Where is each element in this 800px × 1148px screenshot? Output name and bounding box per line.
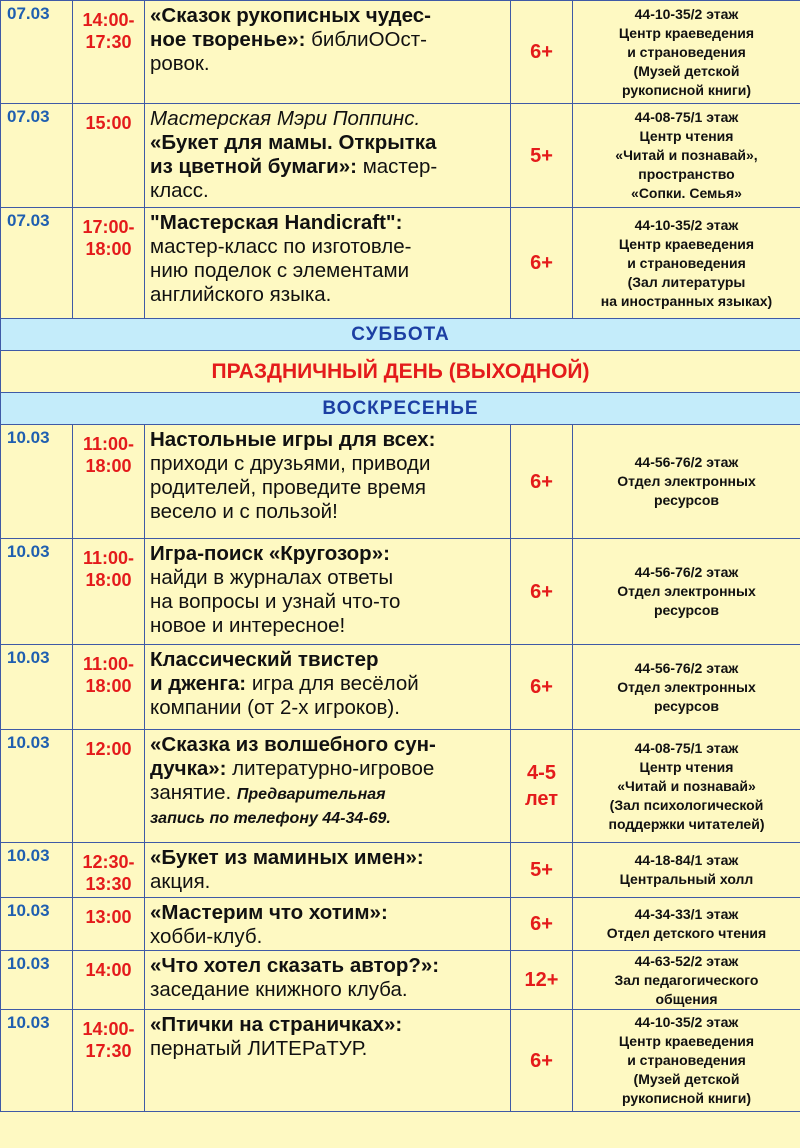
description-line (150, 954, 506, 978)
age-rating (511, 730, 573, 843)
location-line: рукописной книги) (621, 81, 752, 98)
event-time-line: 11:00- (82, 654, 135, 674)
location-line: Отдел детского чтения (606, 925, 767, 941)
registration-note: запись по телефону 44-34-69. (150, 810, 391, 827)
location-line: (Зал психологической (609, 796, 764, 813)
location-line: Центральный холл (619, 871, 754, 887)
description-line (150, 542, 506, 566)
location-line: рукописной книги) (621, 1090, 752, 1106)
location-line: Центр чтения (639, 758, 734, 775)
age-rating (511, 425, 573, 539)
event-date: 10.03 (1, 645, 73, 730)
event-title: дучка»: (150, 757, 233, 780)
event-time-line: 18:00 (85, 456, 132, 476)
event-location (573, 951, 800, 1010)
description-line (150, 870, 506, 894)
location-line: ресурсов (653, 492, 720, 508)
location-line: 44-10-35/2 этаж (634, 1014, 739, 1030)
saturday-label: СУББОТА (1, 319, 800, 351)
description-text: занятие. (150, 781, 237, 804)
registration-note: Предварительная (236, 786, 386, 803)
age-rating-line: 6+ (530, 470, 553, 493)
description-text: компании (от 2-х игроков). (150, 696, 400, 719)
description-text: найди в журналах ответы (150, 566, 394, 589)
location-line: «Читай и познавай», (615, 147, 758, 163)
description-line (150, 107, 506, 131)
location-line: и страноведения (627, 1052, 746, 1068)
location-line: (Зал литературы (627, 273, 746, 290)
description-text: нию поделок с элементами (150, 259, 410, 282)
location-line: 44-10-35/2 этаж (634, 5, 739, 22)
location-line: 44-08-75/1 этаж (634, 739, 739, 756)
event-description (145, 951, 511, 1010)
age-rating-line: 6+ (530, 580, 553, 603)
description-line (150, 648, 506, 672)
event-time-line: 14:00- (82, 10, 135, 30)
event-time-line: 13:30 (85, 874, 132, 894)
event-description (145, 1, 511, 104)
description-line (150, 614, 506, 638)
day-banner-saturday (1, 319, 800, 351)
description-text: весело и с пользой! (150, 500, 338, 523)
description-line (150, 452, 506, 476)
event-location (573, 208, 800, 319)
schedule-body (1, 1, 800, 1112)
description-line (150, 781, 506, 805)
event-date: 10.03 (1, 843, 73, 898)
description-line (150, 696, 506, 720)
description-line (150, 28, 506, 52)
event-date: 10.03 (1, 730, 73, 843)
description-line (150, 901, 506, 925)
event-date: 07.03 (1, 1, 73, 104)
age-rating (511, 898, 573, 951)
event-series: Мастерская Мэри Поппинс. (150, 107, 421, 130)
description-text: приходи с друзьями, приводи (150, 452, 431, 475)
event-title: Игра-поиск «Кругозор»: (150, 542, 390, 565)
description-text: литературно-игровое (232, 757, 435, 780)
age-rating (511, 104, 573, 208)
description-line (150, 155, 506, 179)
event-date: 10.03 (1, 539, 73, 645)
age-rating (511, 951, 573, 1010)
event-title: «Букет для мамы. Открытка (150, 131, 437, 154)
event-time (73, 1010, 145, 1112)
description-line (150, 259, 506, 283)
event-description (145, 645, 511, 730)
event-title: "Мастерская Handicraft": (150, 211, 403, 234)
location-line: ресурсов (653, 697, 720, 714)
age-rating (511, 208, 573, 319)
description-line (150, 566, 506, 590)
event-time (73, 898, 145, 951)
event-time (73, 730, 145, 843)
description-text: библиООст- (311, 28, 427, 51)
location-line: (Музей детской (633, 62, 740, 79)
location-line: Отдел электронных (617, 473, 756, 489)
event-time-line: 14:00- (82, 1019, 135, 1039)
event-description (145, 425, 511, 539)
location-line: 44-34-33/1 этаж (634, 906, 739, 922)
event-title: «Птички на страничках»: (150, 1013, 403, 1036)
event-time (73, 951, 145, 1010)
event-time-line: 18:00 (85, 570, 132, 590)
location-line: Отдел электронных (617, 678, 756, 695)
event-title: Классический твистер (150, 648, 379, 671)
event-time-line: 11:00- (82, 548, 135, 568)
age-rating-line: 4-5 (527, 762, 556, 784)
description-line (150, 211, 506, 235)
location-line: 44-56-76/2 этаж (634, 454, 739, 470)
event-time (73, 425, 145, 539)
event-description (145, 843, 511, 898)
event-title: «Сказка из волшебного сун- (150, 733, 436, 756)
event-row (1, 730, 800, 843)
age-rating (511, 1010, 573, 1112)
event-date: 10.03 (1, 951, 73, 1010)
description-line (150, 500, 506, 524)
age-rating (511, 539, 573, 645)
description-line (150, 4, 506, 28)
event-time-line: 15:00 (85, 113, 132, 133)
location-line: (Музей детской (633, 1071, 740, 1087)
location-line: пространство (638, 166, 735, 182)
description-line (150, 1037, 506, 1061)
event-title: «Сказок рукописных чудес- (150, 4, 431, 27)
event-row (1, 539, 800, 645)
location-line: и страноведения (627, 43, 746, 60)
location-line: Центр краеведения (618, 24, 755, 41)
description-line (150, 235, 506, 259)
location-line: 44-56-76/2 этаж (634, 659, 739, 676)
day-banner-sunday (1, 393, 800, 425)
age-rating-line: лет (524, 788, 559, 810)
age-rating-line: 6+ (530, 1049, 553, 1072)
age-rating-line: 6+ (530, 913, 553, 935)
description-line (150, 733, 506, 757)
location-line: ресурсов (653, 602, 720, 618)
age-rating (511, 1, 573, 104)
event-description (145, 730, 511, 843)
event-time (73, 843, 145, 898)
location-line: Центр чтения (639, 128, 734, 144)
age-rating-line: 6+ (530, 676, 553, 698)
description-text: хобби-клуб. (150, 925, 263, 948)
location-line: и страноведения (627, 254, 746, 271)
description-line (150, 476, 506, 500)
event-description (145, 104, 511, 208)
event-time-line: 13:00 (85, 907, 132, 927)
location-line: 44-08-75/1 этаж (634, 109, 739, 125)
event-date: 07.03 (1, 104, 73, 208)
description-text: новое и интересное! (150, 614, 346, 637)
description-text: родителей, проведите время (150, 476, 426, 499)
event-row (1, 645, 800, 730)
event-time-line: 11:00- (82, 434, 135, 454)
event-description (145, 1010, 511, 1112)
location-line: Отдел электронных (617, 583, 756, 599)
event-time-line: 18:00 (85, 676, 132, 696)
description-line (150, 805, 506, 829)
description-text: игра для весёлой (251, 672, 419, 695)
location-line: общения (655, 990, 718, 1007)
holiday-banner (1, 351, 800, 393)
location-line: поддержки читателей) (608, 815, 765, 832)
event-row (1, 1, 800, 104)
description-line (150, 757, 506, 781)
event-row (1, 951, 800, 1010)
event-time-line: 14:00 (85, 960, 132, 980)
event-date: 10.03 (1, 1010, 73, 1112)
event-time (73, 104, 145, 208)
description-line (150, 978, 506, 1002)
age-rating-line: 12+ (524, 969, 559, 991)
description-text: на вопросы и узнай что-то (150, 590, 401, 613)
age-rating-line: 5+ (530, 859, 553, 881)
description-text: пернатый ЛИТЕРаТУР. (150, 1037, 368, 1060)
description-line (150, 283, 506, 307)
event-time (73, 539, 145, 645)
description-text: класс. (150, 179, 209, 202)
event-time-line: 12:00 (85, 739, 132, 759)
event-date: 07.03 (1, 208, 73, 319)
event-time-line: 12:30- (82, 852, 135, 872)
location-line: «Читай и познавай» (617, 777, 756, 794)
event-title: ное творенье»: (150, 28, 312, 51)
location-line: «Сопки. Семья» (631, 185, 742, 201)
location-line: 44-18-84/1 этаж (634, 852, 739, 868)
event-location (573, 843, 800, 898)
holiday-label: ПРАЗДНИЧНЫЙ ДЕНЬ (ВЫХОДНОЙ) (1, 351, 800, 393)
location-line: на иностранных языках) (600, 292, 773, 309)
event-description (145, 898, 511, 951)
event-location (573, 898, 800, 951)
description-line (150, 1013, 506, 1037)
event-title: из цветной бумаги»: (150, 155, 363, 178)
location-line: 44-63-52/2 этаж (634, 952, 739, 969)
event-time-line: 17:00- (82, 217, 135, 237)
description-line (150, 52, 506, 76)
event-row (1, 208, 800, 319)
description-text: заседание книжного клуба. (150, 978, 408, 1001)
description-text: ровок. (150, 52, 210, 75)
event-location (573, 539, 800, 645)
event-location (573, 730, 800, 843)
event-title: Настольные игры для всех: (150, 428, 436, 451)
description-line (150, 925, 506, 949)
age-rating-line: 6+ (530, 252, 553, 274)
age-rating (511, 645, 573, 730)
description-text: мастер- (362, 155, 438, 178)
event-location (573, 645, 800, 730)
event-description (145, 539, 511, 645)
age-rating (511, 843, 573, 898)
event-row (1, 425, 800, 539)
event-title: «Букет из маминых имен»: (150, 846, 424, 869)
event-time-line: 18:00 (85, 239, 132, 259)
event-title: и дженга: (150, 672, 252, 695)
location-line: 44-10-35/2 этаж (634, 216, 739, 233)
event-row (1, 898, 800, 951)
event-time (73, 645, 145, 730)
description-line (150, 131, 506, 155)
event-row (1, 1010, 800, 1112)
age-rating-line: 5+ (530, 144, 553, 167)
event-row (1, 843, 800, 898)
description-text: английского языка. (150, 283, 332, 306)
event-date: 10.03 (1, 425, 73, 539)
description-line (150, 590, 506, 614)
event-time (73, 208, 145, 319)
event-time-line: 17:30 (85, 1041, 132, 1061)
description-line (150, 846, 506, 870)
location-line: Зал педагогического (614, 971, 759, 988)
event-location (573, 425, 800, 539)
event-title: «Что хотел сказать автор?»: (150, 954, 440, 977)
age-rating-line: 6+ (530, 41, 553, 63)
sunday-label: ВОСКРЕСЕНЬЕ (1, 393, 800, 425)
event-time (73, 1, 145, 104)
event-date: 10.03 (1, 898, 73, 951)
event-row (1, 104, 800, 208)
location-line: 44-56-76/2 этаж (634, 564, 739, 580)
description-text: акция. (150, 870, 211, 893)
event-location (573, 104, 800, 208)
location-line: Центр краеведения (618, 1033, 755, 1049)
event-location (573, 1, 800, 104)
description-text: мастер-класс по изготовле- (150, 235, 412, 258)
description-line (150, 428, 506, 452)
description-line (150, 179, 506, 203)
event-description (145, 208, 511, 319)
description-line (150, 672, 506, 696)
location-line: Центр краеведения (618, 235, 755, 252)
event-title: «Мастерим что хотим»: (150, 901, 388, 924)
event-location (573, 1010, 800, 1112)
event-time-line: 17:30 (85, 32, 132, 52)
